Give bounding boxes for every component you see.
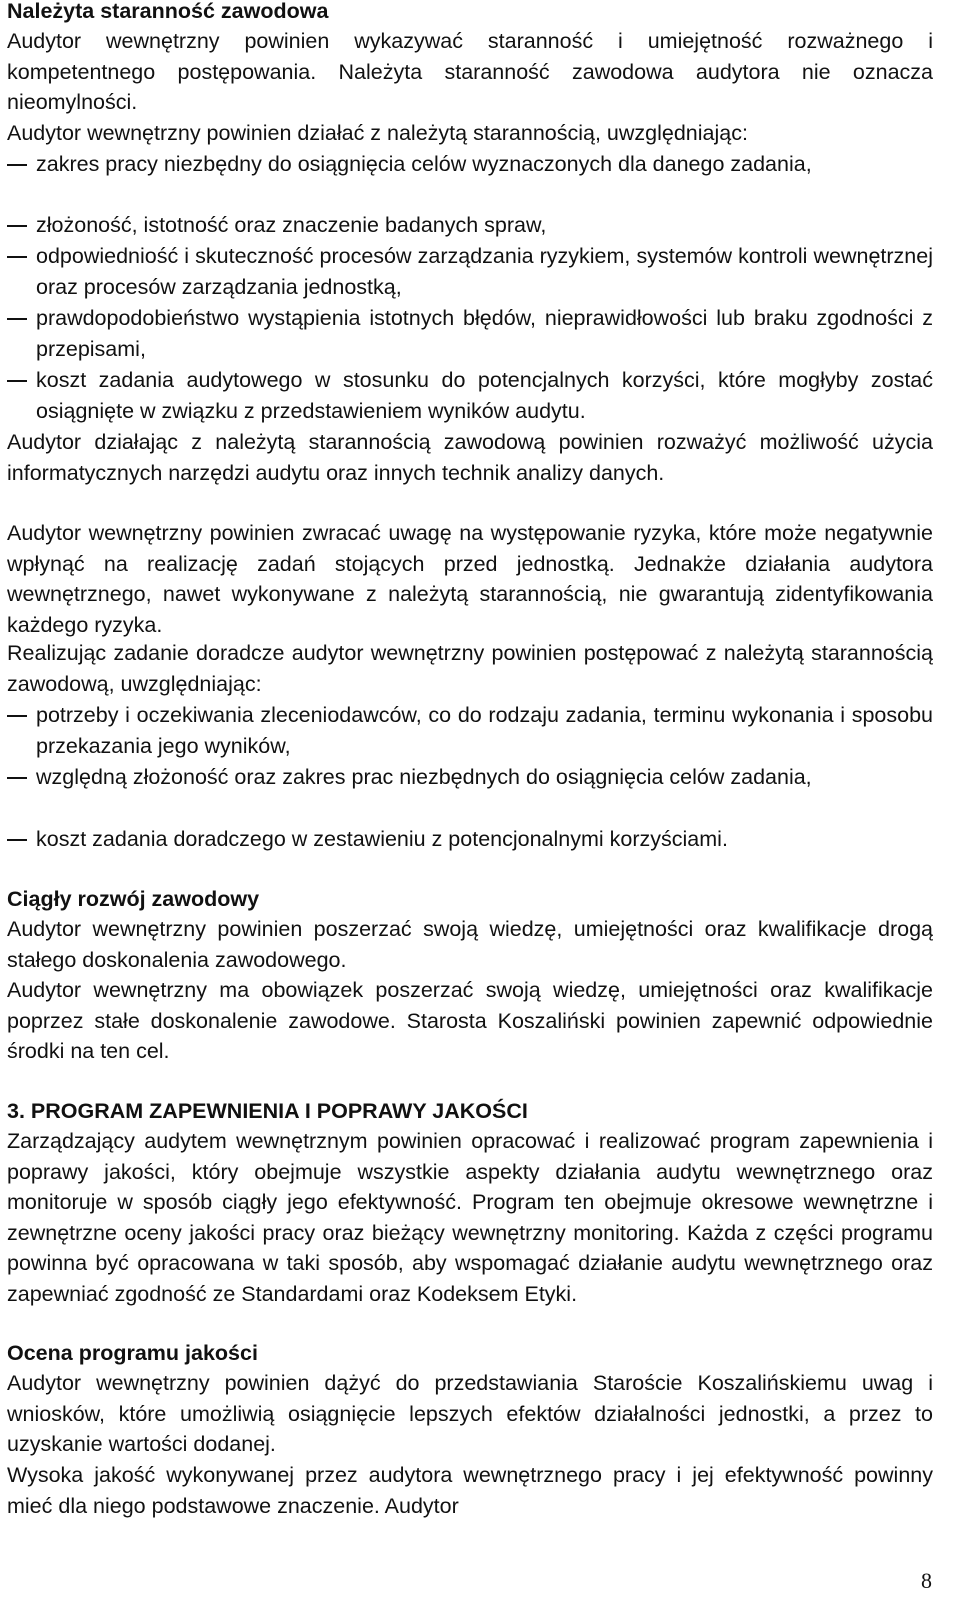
list-item-text: odpowiedniość i skuteczność procesów zarządzania ryzykiem, systemów kontroli wewnętrznej oraz procesów zarządzania jednostką, [36,244,933,299]
list-item-text: względną złożoność oraz zakres prac niezbędnych do osiągnięcia celów zadania, [36,765,812,789]
list-item-text: koszt zadania audytowego w stosunku do potencjalnych korzyści, które mogłyby zostać osiągnięte w związku z przedstawieniem wyników audytu. [36,368,933,423]
paragraph: Audytor wewnętrzny powinien zwracać uwagę na występowanie ryzyka, które może negatywnie wpłynąć na realizację zadań stojących przed jednostką. Jednakże działania audytora wewnętrznego, nawet wykonywane z należytą starannością, nie gwarantują zidentyfikowania każdego ryzyka. [7,521,933,637]
paragraph: Zarządzający audytem wewnętrznym powinien opracować i realizować program zapewnienia i poprawy jakości, który obejmuje wszystkie aspekty działania audytu wewnętrznego oraz monitoruje w sposób ciągły jego efektywność. Program ten obejmuje okresowe wewnętrzne i zewnętrzne oceny jakości pracy oraz bieżący wewnętrzny monitoring. Każda z części programu powinna być opracowana w taki sposób, aby wspomagać działanie audytu wewnętrznego oraz zapewniać zgodność ze Standardami oraz Kodeksem Etyki. [7,1129,933,1306]
dash-bullet-icon [7,715,27,717]
dash-bullet-icon [7,777,27,779]
dash-bullet-icon [7,380,27,382]
page-number: 8 [921,1568,932,1593]
dash-bullet-icon [7,225,27,227]
paragraph: Audytor wewnętrzny powinien dążyć do przedstawiania Staroście Koszalińskiemu uwag i wniosków, które umożliwią osiągnięcie lepszych efektów działalności jednostki, a przez to uzyskanie wartości dodanej. [7,1371,933,1456]
paragraph: Audytor działając z należytą starannością zawodową powinien rozważyć możliwość użycia informatycznych narzędzi audytu oraz innych technik analizy danych. [7,430,933,485]
list-item-text: złożoność, istotność oraz znaczenie badanych spraw, [36,213,547,237]
paragraph: Realizując zadanie doradcze audytor wewnętrzny powinien postępować z należytą starannością zawodową, uwzględniając: [7,641,933,696]
paragraph: Wysoka jakość wykonywanej przez audytora wewnętrznego pracy i jej efektywność powinny mieć dla niego podstawowe znaczenie. Audytor [7,1463,933,1518]
dash-bullet-icon [7,318,27,320]
heading-assessment: Ocena programu jakości [7,1341,258,1365]
paragraph: Audytor wewnętrzny powinien wykazywać staranność i umiejętność rozważnego i kompetentnego postępowania. Należyta staranność zawodowa audytora nie oznacza nieomylności. [7,29,933,114]
paragraph: Audytor wewnętrzny powinien poszerzać swoją wiedzę, umiejętności oraz kwalifikacje drogą stałego doskonalenia zawodowego. [7,917,933,972]
list-item-text: potrzeby i oczekiwania zleceniodawców, co do rodzaju zadania, terminu wykonania i sposobu przekazania jego wyników, [36,703,933,758]
dash-bullet-icon [7,256,27,258]
list-item-text: zakres pracy niezbędny do osiągnięcia celów wyznaczonych dla danego zadania, [36,152,812,176]
dash-bullet-icon [7,839,27,841]
paragraph: Audytor wewnętrzny powinien działać z należytą starannością, uwzględniając: [7,121,748,145]
heading-program: 3. PROGRAM ZAPEWNIENIA I POPRAWY JAKOŚCI [7,1099,528,1123]
paragraph: Audytor wewnętrzny ma obowiązek poszerzać swoją wiedzę, umiejętności oraz kwalifikacje poprzez stałe doskonalenie zawodowe. Starosta Koszaliński powinien zapewnić odpowiednie środki na ten cel. [7,978,933,1063]
heading-development: Ciągły rozwój zawodowy [7,887,260,911]
heading-due-care: Należyta staranność zawodowa [7,0,329,23]
list-item-text: prawdopodobieństwo wystąpienia istotnych błędów, nieprawidłowości lub braku zgodności z przepisami, [36,306,933,361]
list-item-text: koszt zadania doradczego w zestawieniu z potencjonalnymi korzyściami. [36,827,728,851]
dash-bullet-icon [7,164,27,166]
